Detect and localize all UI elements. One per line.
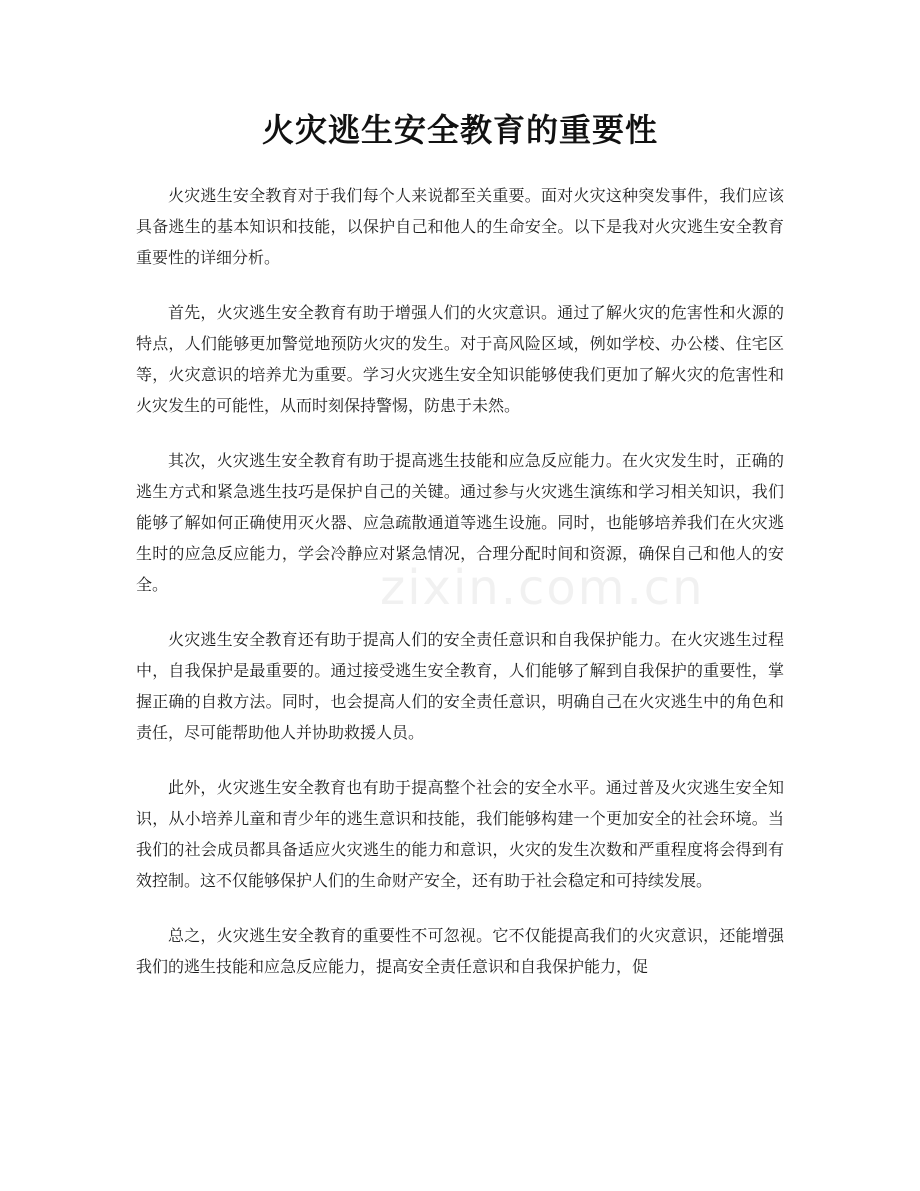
watermark: zixin.com.cn <box>380 560 705 616</box>
paragraph-conclusion: 总之，火灾逃生安全教育的重要性不可忽视。它不仅能提高我们的火灾意识，还能增强我们的逃生技能和应急反应能力，提高安全责任意识和自我保护能力，促 <box>136 926 784 976</box>
document-title: 火灾逃生安全教育的重要性 <box>261 111 658 149</box>
paragraph-society: 此外，火灾逃生安全教育也有助于提高整个社会的安全水平。通过普及火灾逃生安全知识，从小培养儿童和青少年的逃生意识和技能，我们能够构建一个更加安全的社会环境。当我们的社会成员都具备适应火灾逃生的能力和意识，火灾的发生次数和严重程度将会得到有效控制。这不仅能够保护人们的生命财产安全，还有助于社会稳定和可持续发展。 <box>136 778 784 890</box>
paragraph-responsibility: 火灾逃生安全教育还有助于提高人们的安全责任意识和自我保护能力。在火灾逃生过程中，自我保护是最重要的。通过接受逃生安全教育，人们能够了解到自我保护的重要性，掌握正确的自救方法。同时，也会提高人们的安全责任意识，明确自己在火灾逃生中的角色和责任，尽可能帮助他人并协助救援人员。 <box>136 630 784 742</box>
paragraph-awareness: 首先，火灾逃生安全教育有助于增强人们的火灾意识。通过了解火灾的危害性和火源的特点，人们能够更加警觉地预防火灾的发生。对于高风险区域，例如学校、办公楼、住宅区等，火灾意识的培养尤为重要。学习火灾逃生安全知识能够使我们更加了解火灾的危害性和火灾发生的可能性，从而时刻保持警惕，防患于未然。 <box>136 303 784 415</box>
document-body <box>136 180 784 1006</box>
paragraph-intro: 火灾逃生安全教育对于我们每个人来说都至关重要。面对火灾这种突发事件，我们应该具备逃生的基本知识和技能，以保护自己和他人的生命安全。以下是我对火灾逃生安全教育重要性的详细分析。 <box>136 186 784 267</box>
paragraph-skills: 其次，火灾逃生安全教育有助于提高逃生技能和应急反应能力。在火灾发生时，正确的逃生方式和紧急逃生技巧是保护自己的关键。通过参与火灾逃生演练和学习相关知识，我们能够了解如何正确使用灭火器、应急疏散通道等逃生设施。同时，也能够培养我们在火灾逃生时的应急反应能力，学会冷静应对紧急情况，合理分配时间和资源，确保自己和他人的安全。 <box>136 451 784 594</box>
